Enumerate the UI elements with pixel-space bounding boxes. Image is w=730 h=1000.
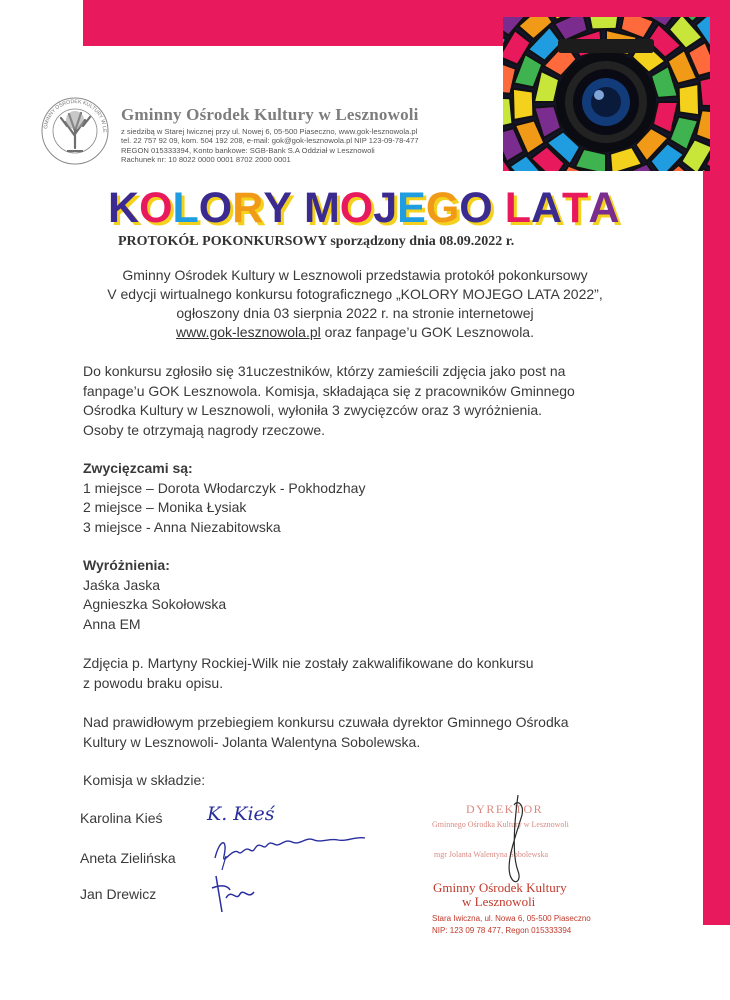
disqualification-note — [83, 654, 534, 693]
title-letter: K — [108, 184, 140, 232]
camera-lens-photo — [503, 17, 710, 171]
committee-member: Karolina Kieś — [80, 810, 163, 826]
title-letter: O — [339, 184, 374, 232]
title-letter: O — [459, 184, 493, 232]
address-line: REGON 015333394, Konto bankowe: SGB-Bank S.A Oddział w Lesznowoli — [121, 145, 375, 155]
intro-line — [70, 323, 640, 342]
signature-drewicz — [208, 868, 268, 923]
title-letter: A — [530, 184, 563, 232]
title-letter: O — [198, 184, 233, 232]
title-letter: O — [139, 184, 173, 232]
supervision-line: Nad prawidłowym przebiegiem konkursu czuwała dyrektor Gminnego Ośrodka — [83, 714, 569, 730]
title-letter — [493, 184, 505, 233]
supervision-line: Kultury w Lesznowoli- Jolanta Walentyna Sobolewska. — [83, 733, 421, 750]
title-letter: L — [172, 184, 199, 232]
intro-line: V edycji wirtualnego konkursu fotograficznego „KOLORY MOJEGO LATA 2022”, — [107, 286, 603, 302]
winners-heading: Zwycięzcami są: — [83, 460, 193, 476]
intro-paragraph — [70, 266, 640, 342]
gok-logo — [37, 96, 113, 166]
winner-item: 1 miejsce – Dorota Włodarczyk - Pokhodzhay — [83, 479, 366, 496]
honor-item: Jaśka Jaska — [83, 576, 161, 593]
supervision-paragraph — [83, 713, 569, 752]
title-letter: T — [562, 184, 589, 232]
note-line: z powodu braku opisu. — [83, 674, 224, 691]
title-letter: Y — [263, 184, 292, 232]
paragraph-line: Do konkursu zgłosiło się 31uczestników, którzy zamieścili zdjęcia jako post na — [83, 363, 566, 379]
stamp-org: w Lesznowoli — [462, 894, 536, 909]
intro-line: ogłoszony dnia 03 sierpnia 2022 r. na stronie internetowej — [176, 305, 534, 321]
title-letter: J — [373, 184, 398, 232]
address-line: z siedzibą w Starej Iwicznej przy ul. Nowej 6, 05-500 Piaseczno, www.gok-lesznowola.pl — [121, 127, 418, 136]
stamp-address: Stara Iwiczna, ul. Nowa 6, 05-500 Piaseczno — [432, 914, 591, 923]
title-letter: A — [588, 184, 620, 232]
winner-item: 3 miejsce - Anna Niezabitowska — [83, 518, 281, 535]
address-line: tel. 22 757 92 09, kom. 504 192 208, e-mail: gok@gok-lesznowola.pl NIP 123-09-78-477 — [121, 136, 419, 146]
stamp-ids: NIP: 123 09 78 477, Regon 015333394 — [432, 926, 572, 935]
honor-item: Agnieszka Sokołowska — [83, 596, 227, 612]
paragraph-line: Osoby te otrzymają nagrody rzeczowe. — [83, 421, 325, 438]
logo-text: GMINNY OŚRODEK KULTURY W LE — [43, 98, 108, 133]
org-name: Gminny Ośrodek Kultury w Lesznowoli — [121, 105, 419, 124]
committee-member: Jan Drewicz — [80, 886, 157, 902]
stamp-title: DYREKTOR — [466, 802, 544, 816]
paragraph-line: fanpage’u GOK Lesznowola. Komisja, składająca się z pracowników Gminnego — [83, 382, 575, 399]
committee-member: Aneta Zielińska — [80, 850, 176, 866]
honors-heading: Wyróżnienia: — [83, 557, 170, 573]
stamp-line: Gminnego Ośrodka Kultury w Lesznowoli — [432, 820, 569, 829]
winner-item: 2 miejsce – Monika Łysiak — [83, 499, 247, 515]
intro-line-rest: oraz fanpage’u GOK Lesznowola. — [320, 324, 534, 340]
signature-text: K. Kieś — [207, 803, 275, 825]
title-letter: M — [303, 184, 340, 232]
title-letter: G — [425, 184, 460, 232]
intro-line: Gminny Ośrodek Kultury w Lesznowoli przedstawia protokół pokonkursowy — [122, 267, 588, 283]
note-line: Zdjęcia p. Martyny Rockiej-Wilk nie zostały zakwalifikowane do konkursu — [83, 655, 534, 671]
director-stamp — [418, 795, 598, 945]
title-letter: L — [504, 184, 531, 232]
address-line: Rachunek nr: 10 8022 0000 0001 8702 2000 0001 — [121, 154, 291, 164]
stamp-line: mgr Jolanta Walentyna Sobolewska — [434, 850, 549, 859]
stamp-org: Gminny Ośrodek Kultury — [433, 880, 567, 895]
honors-section — [83, 556, 226, 634]
committee-heading: Komisja w składzie: — [83, 772, 206, 788]
honor-item: Anna EM — [83, 615, 141, 632]
entries-paragraph — [83, 362, 575, 440]
protocol-subtitle: PROTOKÓŁ POKONKURSOWY sporządzony dnia 08.09.2022 r. — [118, 234, 515, 249]
website-link[interactable]: www.gok-lesznowola.pl — [176, 324, 321, 340]
title-letter — [292, 184, 304, 233]
paragraph-line: Ośrodka Kultury w Lesznowoli, wyłoniła 3 zwycięzców oraz 3 wyróżnienia. — [83, 402, 543, 418]
title-letter: E — [397, 184, 426, 232]
page-title — [108, 184, 619, 233]
winners-section — [83, 459, 365, 537]
title-letter: R — [232, 184, 264, 232]
org-address — [121, 127, 419, 164]
